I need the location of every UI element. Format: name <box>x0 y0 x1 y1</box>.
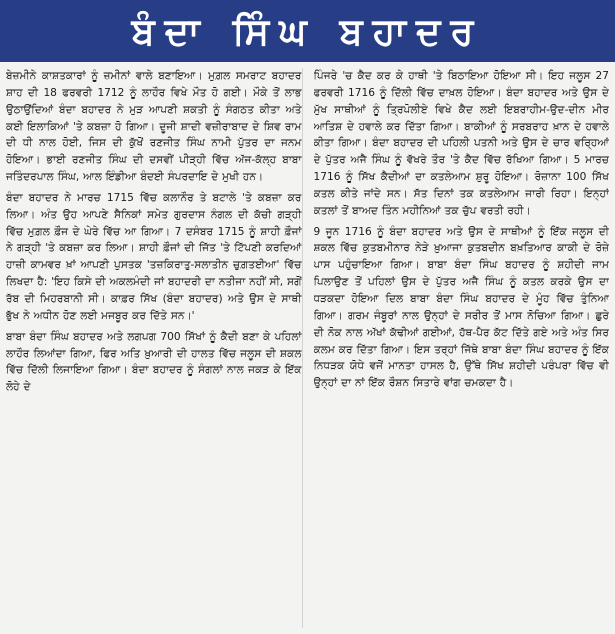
left-column <box>6 68 302 630</box>
paragraph: ਬਾਬਾ ਬੰਦਾ ਸਿੰਘ ਬਹਾਦਰ ਅਤੇ ਲਗਪਗ 700 ਸਿੱਖਾਂ ਨੂੰ ਕੈਦੀ ਬਣਾ ਕੇ ਪਹਿਲਾਂ ਲਾਹੌਰ ਲਿਆਂਦਾ ਗਿਆ, ਫਿਰ ਅਤਿ ਖ਼ੁਆਰੀ ਦੀ ਹਾਲਤ ਵਿੱਚ ਜਲੂਸ ਦੀ ਸ਼ਕਲ ਵਿੱਚ ਦਿੱਲੀ ਲਿਜਾਇਆ ਗਿਆ। ਬੰਦਾ ਬਹਾਦਰ ਨੂੰ ਸੰਗਲਾਂ ਨਾਲ ਜਕੜ ਕੇ ਇੱਕ ਲੋਹੇ ਦੇ <box>6 330 302 394</box>
article-title: ਬੰਦਾ ਸਿੰਘ ਬਹਾਦਰ <box>131 9 484 53</box>
paragraph: 9 ਜੂਨ 1716 ਨੂੰ ਬੰਦਾ ਬਹਾਦਰ ਅਤੇ ਉਸ ਦੇ ਸਾਥੀਆਂ ਨੂੰ ਇੱਕ ਜਲੂਸ ਦੀ ਸ਼ਕਲ ਵਿੱਚ ਕੁਤਬਮੀਨਾਰ ਨੇੜੇ ਖ਼ੁਆਜਾ ਕੁਤਬਦੀਨ ਬਖ਼ਤਿਆਰ ਕਾਕੀ ਦੇ ਰੋਜ਼ੇ ਪਾਸ ਪਹੁੰਚਾਇਆ ਗਿਆ। ਬਾਬਾ ਬੰਦਾ ਸਿੰਘ ਬਹਾਦਰ ਨੂੰ ਸ਼ਹੀਦੀ ਜਾਮ ਪਿਲਾਉਣ ਤੋਂ ਪਹਿਲਾਂ ਉਸ ਦੇ ਪੁੱਤਰ ਅਜੈ ਸਿੰਘ ਨੂੰ ਕਤਲ ਕਰਕੇ ਉਸ ਦਾ ਧੜਕਦਾ ਹੋਇਆ ਦਿਲ ਬਾਬਾ ਬੰਦਾ ਸਿੰਘ ਬਹਾਦਰ ਦੇ ਮੂੰਹ ਵਿੱਚ ਤੁੰਨਿਆ ਗਿਆ। ਗਰਮ ਜੰਬੂਰਾਂ ਨਾਲ ਉਨ੍ਹਾਂ ਦੇ ਸਰੀਰ ਤੋਂ ਮਾਸ ਨੋਚਿਆ ਗਿਆ। ਛੁਰੇ ਦੀ ਨੋਕ ਨਾਲ ਅੱਖਾਂ ਕੱਢੀਆਂ ਗਈਆਂ, ਹੱਥ-ਪੈਰ ਕੱਟ ਦਿੱਤੇ ਗਏ ਅਤੇ ਅੰਤ ਸਿਰ ਕਲਮ ਕਰ ਦਿੱਤਾ ਗਿਆ। ਇਸ ਤਰ੍ਹਾਂ ਜਿੱਥੇ ਬਾਬਾ ਬੰਦਾ ਸਿੰਘ ਬਹਾਦਰ ਨੂੰ ਇੱਕ ਨਿਧੜਕ ਯੋਧੇ ਵਜੋਂ ਮਾਨਤਾ ਹਾਸਲ ਹੈ, ਉੱਥੇ ਸਿੱਖ ਸ਼ਹੀਦੀ ਪਰੰਪਰਾ ਵਿੱਚ ਵੀ ਉਨ੍ਹਾਂ ਦਾ ਨਾਂ ਇੱਕ ਰੌਸ਼ਨ ਸਿਤਾਰੇ ਵਾਂਗ ਚਮਕਦਾ ਹੈ। <box>313 225 609 390</box>
paragraph: ਬੰਦਾ ਬਹਾਦਰ ਨੇ ਮਾਰਚ 1715 ਵਿੱਚ ਕਲਾਨੌਰ ਤੇ ਬਟਾਲੇ 'ਤੇ ਕਬਜ਼ਾ ਕਰ ਲਿਆ। ਅੰਤ ਉਹ ਆਪਣੇ ਸੈਨਿਕਾਂ ਸਮੇਤ ਗੁਰਦਾਸ ਨੰਗਲ ਦੀ ਕੱਚੀ ਗੜ੍ਹੀ ਵਿੱਚ ਮੁਗ਼ਲ ਫ਼ੌਜ ਦੇ ਘੇਰੇ ਵਿੱਚ ਆ ਗਿਆ। 7 ਦਸੰਬਰ 1715 ਨੂੰ ਸ਼ਾਹੀ ਫ਼ੌਜਾਂ ਨੇ ਗੜ੍ਹੀ 'ਤੇ ਕਬਜ਼ਾ ਕਰ ਲਿਆ। ਸ਼ਾਹੀ ਫ਼ੌਜਾਂ ਦੀ ਜਿੱਤ 'ਤੇ ਟਿੱਪਣੀ ਕਰਦਿਆਂ ਹਾਜ਼ੀ ਕਾਮਵਰ ਖ਼ਾਂ ਆਪਣੀ ਪੁਸਤਕ 'ਤਜ਼ਕਿਰਾਤੁ-ਸਲਾਤੀਨ ਚੁਗ਼ਤਈਆ' ਵਿੱਚ ਲਿਖਦਾ ਹੈ: 'ਇਹ ਕਿਸੇ ਦੀ ਅਕਲਮੰਦੀ ਜਾਂ ਬਹਾਦਰੀ ਦਾ ਨਤੀਜਾ ਨਹੀਂ ਸੀ, ਸਗੋਂ ਰੱਬ ਦੀ ਮਿਹਰਬਾਨੀ ਸੀ। ਕਾਫ਼ਰ ਸਿੱਖ (ਬੰਦਾ ਬਹਾਦਰ) ਅਤੇ ਉਸ ਦੇ ਸਾਥੀ ਭੁੱਖ ਨੇ ਅਧੀਨ ਹੋਣ ਲਈ ਮਜਬੂਰ ਕਰ ਦਿੱਤੇ ਸਨ।' <box>6 191 302 322</box>
paragraph: ਪਿੰਜਰੇ 'ਚ ਕੈਦ ਕਰ ਕੇ ਹਾਥੀ 'ਤੇ ਬਿਠਾਇਆ ਹੋਇਆ ਸੀ। ਇਹ ਜਲੂਸ 27 ਫਰਵਰੀ 1716 ਨੂੰ ਦਿੱਲੀ ਵਿੱਚ ਦਾਖ਼ਲ ਹੋਇਆ। ਬੰਦਾ ਬਹਾਦਰ ਅਤੇ ਉਸ ਦੇ ਮੁੱਖ ਸਾਥੀਆਂ ਨੂੰ ਤ੍ਰਿਪੋਲੀਏ ਵਿਖੇ ਕੈਦ ਲਈ ਇਬਰਾਹੀਮ-ਉਦ-ਦੀਨ ਮੀਰ ਆਤਿਸ਼ ਦੇ ਹਵਾਲੇ ਕਰ ਦਿੱਤਾ ਗਿਆ। ਬਾਕੀਆਂ ਨੂੰ ਸਰਬਰਾਹ ਖ਼ਾਨ ਦੇ ਹਵਾਲੇ ਕੀਤਾ ਗਿਆ। ਬੰਦਾ ਬਹਾਦਰ ਦੀ ਪਹਿਲੀ ਪਤਨੀ ਅਤੇ ਉਸ ਦੇ ਚਾਰ ਵਰ੍ਹਿਆਂ ਦੇ ਪੁੱਤਰ ਅਜੈ ਸਿੰਘ ਨੂੰ ਵੱਖਰੇ ਤੌਰ 'ਤੇ ਕੈਦ ਵਿੱਚ ਰੱਖਿਆ ਗਿਆ। 5 ਮਾਰਚ 1716 ਨੂੰ ਸਿੱਖ ਕੈਦੀਆਂ ਦਾ ਕਤਲੇਆਮ ਸ਼ੁਰੂ ਹੋਇਆ। ਰੋਜ਼ਾਨਾ 100 ਸਿੱਖ ਕਤਲ ਕੀਤੇ ਜਾਂਦੇ ਸਨ। ਸੱਤ ਦਿਨਾਂ ਤਕ ਕਤਲੇਆਮ ਜਾਰੀ ਰਿਹਾ। ਇਨ੍ਹਾਂ ਕਤਲਾਂ ਤੋਂ ਬਾਅਦ ਤਿੰਨ ਮਹੀਨਿਆਂ ਤਕ ਚੁੱਪ ਵਰਤੀ ਰਹੀ। <box>313 70 609 217</box>
title-banner <box>0 0 615 62</box>
right-column <box>314 68 610 630</box>
paragraph: ਬੇਜ਼ਮੀਨੇ ਕਾਸ਼ਤਕਾਰਾਂ ਨੂੰ ਜ਼ਮੀਨਾਂ ਵਾਲੇ ਬਣਾਇਆ। ਮੁਗ਼ਲ ਸਮਰਾਟ ਬਹਾਦਰ ਸ਼ਾਹ ਦੀ 18 ਫਰਵਰੀ 1712 ਨੂੰ ਲਾਹੌਰ ਵਿਖੇ ਮੌਤ ਹੋ ਗਈ। ਮੌਕੇ ਤੋਂ ਲਾਭ ਉਠਾਉਂਦਿਆਂ ਬੰਦਾ ਬਹਾਦਰ ਨੇ ਮੁੜ ਆਪਣੀ ਸ਼ਕਤੀ ਨੂੰ ਸੰਗਠਤ ਕੀਤਾ ਅਤੇ ਕਈ ਇਲਾਕਿਆਂ 'ਤੇ ਕਬਜ਼ਾ ਹੋ ਗਿਆ। ਦੂਜੀ ਸ਼ਾਦੀ ਵਜ਼ੀਰਾਬਾਦ ਦੇ ਸ਼ਿਵ ਰਾਮ ਦੀ ਧੀ ਨਾਲ ਹੋਈ, ਜਿਸ ਦੀ ਕੁੱਖੋਂ ਰਣਜੀਤ ਸਿੰਘ ਨਾਮੀ ਪੁੱਤਰ ਦਾ ਜਨਮ ਹੋਇਆ। ਭਾਈ ਰਣਜੀਤ ਸਿੰਘ ਦੀ ਦਸਵੀਂ ਪੀੜ੍ਹੀ ਵਿੱਚ ਅੱਜ-ਕੱਲ੍ਹ ਬਾਬਾ ਜਤਿੰਦਰਪਾਲ ਸਿੰਘ, ਆਲ ਇੰਡੀਆ ਬੰਦਈ ਸੰਪਰਦਾਇ ਦੇ ਮੁਖੀ ਹਨ। <box>6 70 302 184</box>
article-body <box>6 68 609 630</box>
